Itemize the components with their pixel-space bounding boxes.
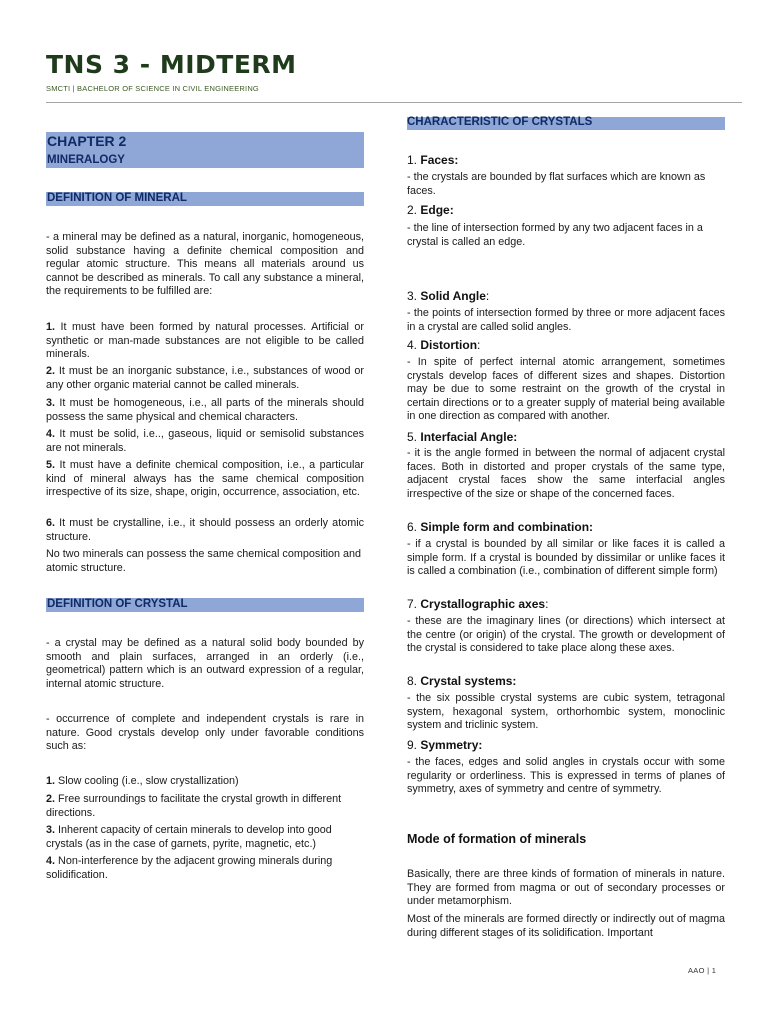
characteristic-text: - In spite of perfect internal atomic arrangement, sometimes crystals develop faces of different sizes and shapes. Distortion may be due to some restraint on the growth of the crystal in certain directions or to a greater supply of material being available in one direction as compared with another. xyxy=(407,356,725,422)
header-divider xyxy=(46,102,742,103)
definition-mineral-text: - a mineral may be defined as a natural, inorganic, homogeneous, solid substance having a definite chemical composition and regular atomic structure. This means all materials around us cannot be described as minerals. To call any substance a mineral, the requirements to be fulfilled are: xyxy=(46,231,364,297)
requirement-item: 1. It must have been formed by natural processes. Artificial or synthetic or man-made substances are not eligible to be called minerals. xyxy=(46,321,364,360)
characteristic-text: - it is the angle formed in between the normal of adjacent crystal faces. Both in distorted and proper crystals of the same type, adjacent crystal faces show the same interfacial angles irrespective of the size or shape of the concerned faces. xyxy=(407,447,725,500)
characteristic-text: - these are the imaginary lines (or directions) which intersect at the centre (or origin) of the crystal. The growth or development of the crystal is considered to take place along these axes. xyxy=(407,615,725,654)
condition-item: 2. Free surroundings to facilitate the crystal growth in different directions. xyxy=(46,793,342,819)
characteristic-heading: 6. Simple form and combination: xyxy=(407,520,594,534)
characteristic-heading: 7. Crystallographic axes: xyxy=(407,597,549,611)
mode-of-formation-text: Most of the minerals are formed directly or indirectly out of magma during different stages of its solidification. Important xyxy=(407,913,725,939)
characteristic-text: - the faces, edges and solid angles in crystals occur with some regularity or orderliness. This is expressed in terms of planes of symmetry, axes of symmetry and centre of symmetry. xyxy=(407,756,725,795)
requirement-item: 2. It must be an inorganic substance, i.e., substances of wood or any other organic material cannot be called minerals. xyxy=(46,365,364,391)
characteristic-heading: 9. Symmetry: xyxy=(407,738,483,752)
requirement-item: 3. It must be homogeneous, i.e., all parts of the minerals should possess the same physical and chemical characters. xyxy=(46,397,364,423)
condition-item: 3. Inherent capacity of certain minerals to develop into good crystals (as in the case of garnets, pyrite, magnetic, etc.) xyxy=(46,824,332,850)
characteristic-heading: 2. Edge: xyxy=(407,203,454,217)
condition-item: 1. Slow cooling (i.e., slow crystallization) xyxy=(46,775,239,787)
characteristic-text: - the six possible crystal systems are cubic system, tetragonal system, hexagonal system, orthorhombic system, monoclinic system and triclinic system. xyxy=(407,692,725,731)
crystal-occurrence-text: - occurrence of complete and independent crystals is rare in nature. Good crystals develop only under favorable conditions such as: xyxy=(46,713,364,752)
document-subtitle: SMCTI | BACHELOR OF SCIENCE IN CIVIL ENGINEERING xyxy=(46,84,259,93)
document-title: TNS 3 - MIDTERM xyxy=(46,50,297,79)
characteristics-heading: CHARACTERISTIC OF CRYSTALS xyxy=(407,116,593,128)
mode-of-formation-text: Basically, there are three kinds of formation of minerals in nature. They are formed from magma or out of secondary processes or under metamorphism. xyxy=(407,868,725,907)
no-two-minerals-note: No two minerals can possess the same chemical composition and atomic structure. xyxy=(46,548,362,574)
characteristic-heading: 5. Interfacial Angle: xyxy=(407,430,518,444)
requirement-item: 5. It must have a definite chemical composition, i.e., a particular kind of mineral always has the same chemical composition irrespective of its size, shape, origin, occurrence, association, etc. xyxy=(46,459,364,498)
condition-item: 4. Non-interference by the adjacent growing minerals during solidification. xyxy=(46,855,333,881)
requirement-item: 6. It must be crystalline, i.e., it should possess an orderly atomic structure. xyxy=(46,517,364,543)
mode-of-formation-heading: Mode of formation of minerals xyxy=(407,832,587,846)
definition-crystal-heading: DEFINITION OF CRYSTAL xyxy=(47,598,188,610)
characteristic-text: - the points of intersection formed by three or more adjacent faces in a crystal are called solid angles. xyxy=(407,307,725,333)
definition-crystal-text: - a crystal may be defined as a natural solid body bounded by smooth and plain surfaces, arranged in an orderly (i.e., geometrical) pattern which is an outward expression of a regular, internal atomic structure. xyxy=(46,637,364,690)
characteristic-text: - the crystals are bounded by flat surfaces which are known as faces. xyxy=(407,171,706,197)
characteristic-text: - if a crystal is bounded by all similar or like faces it is called a simple form. If a crystal is bounded by dissimilar or unlike faces it is called a combination (i.e., combination of different simple form) xyxy=(407,538,725,577)
characteristic-heading: 4. Distortion: xyxy=(407,338,481,352)
characteristic-heading: 1. Faces: xyxy=(407,153,459,167)
requirement-item: 4. It must be solid, i.e.., gaseous, liquid or semisolid substances are not minerals. xyxy=(46,428,364,454)
characteristic-heading: 8. Crystal systems: xyxy=(407,674,517,688)
chapter-subheading: MINERALOGY xyxy=(47,154,125,166)
definition-mineral-heading: DEFINITION OF MINERAL xyxy=(47,192,187,204)
characteristic-heading: 3. Solid Angle: xyxy=(407,289,490,303)
characteristic-text: - the line of intersection formed by any two adjacent faces in a crystal is called an edge. xyxy=(407,222,703,248)
chapter-heading: CHAPTER 2 xyxy=(47,133,127,149)
page-number: AAO | 1 xyxy=(688,966,717,975)
